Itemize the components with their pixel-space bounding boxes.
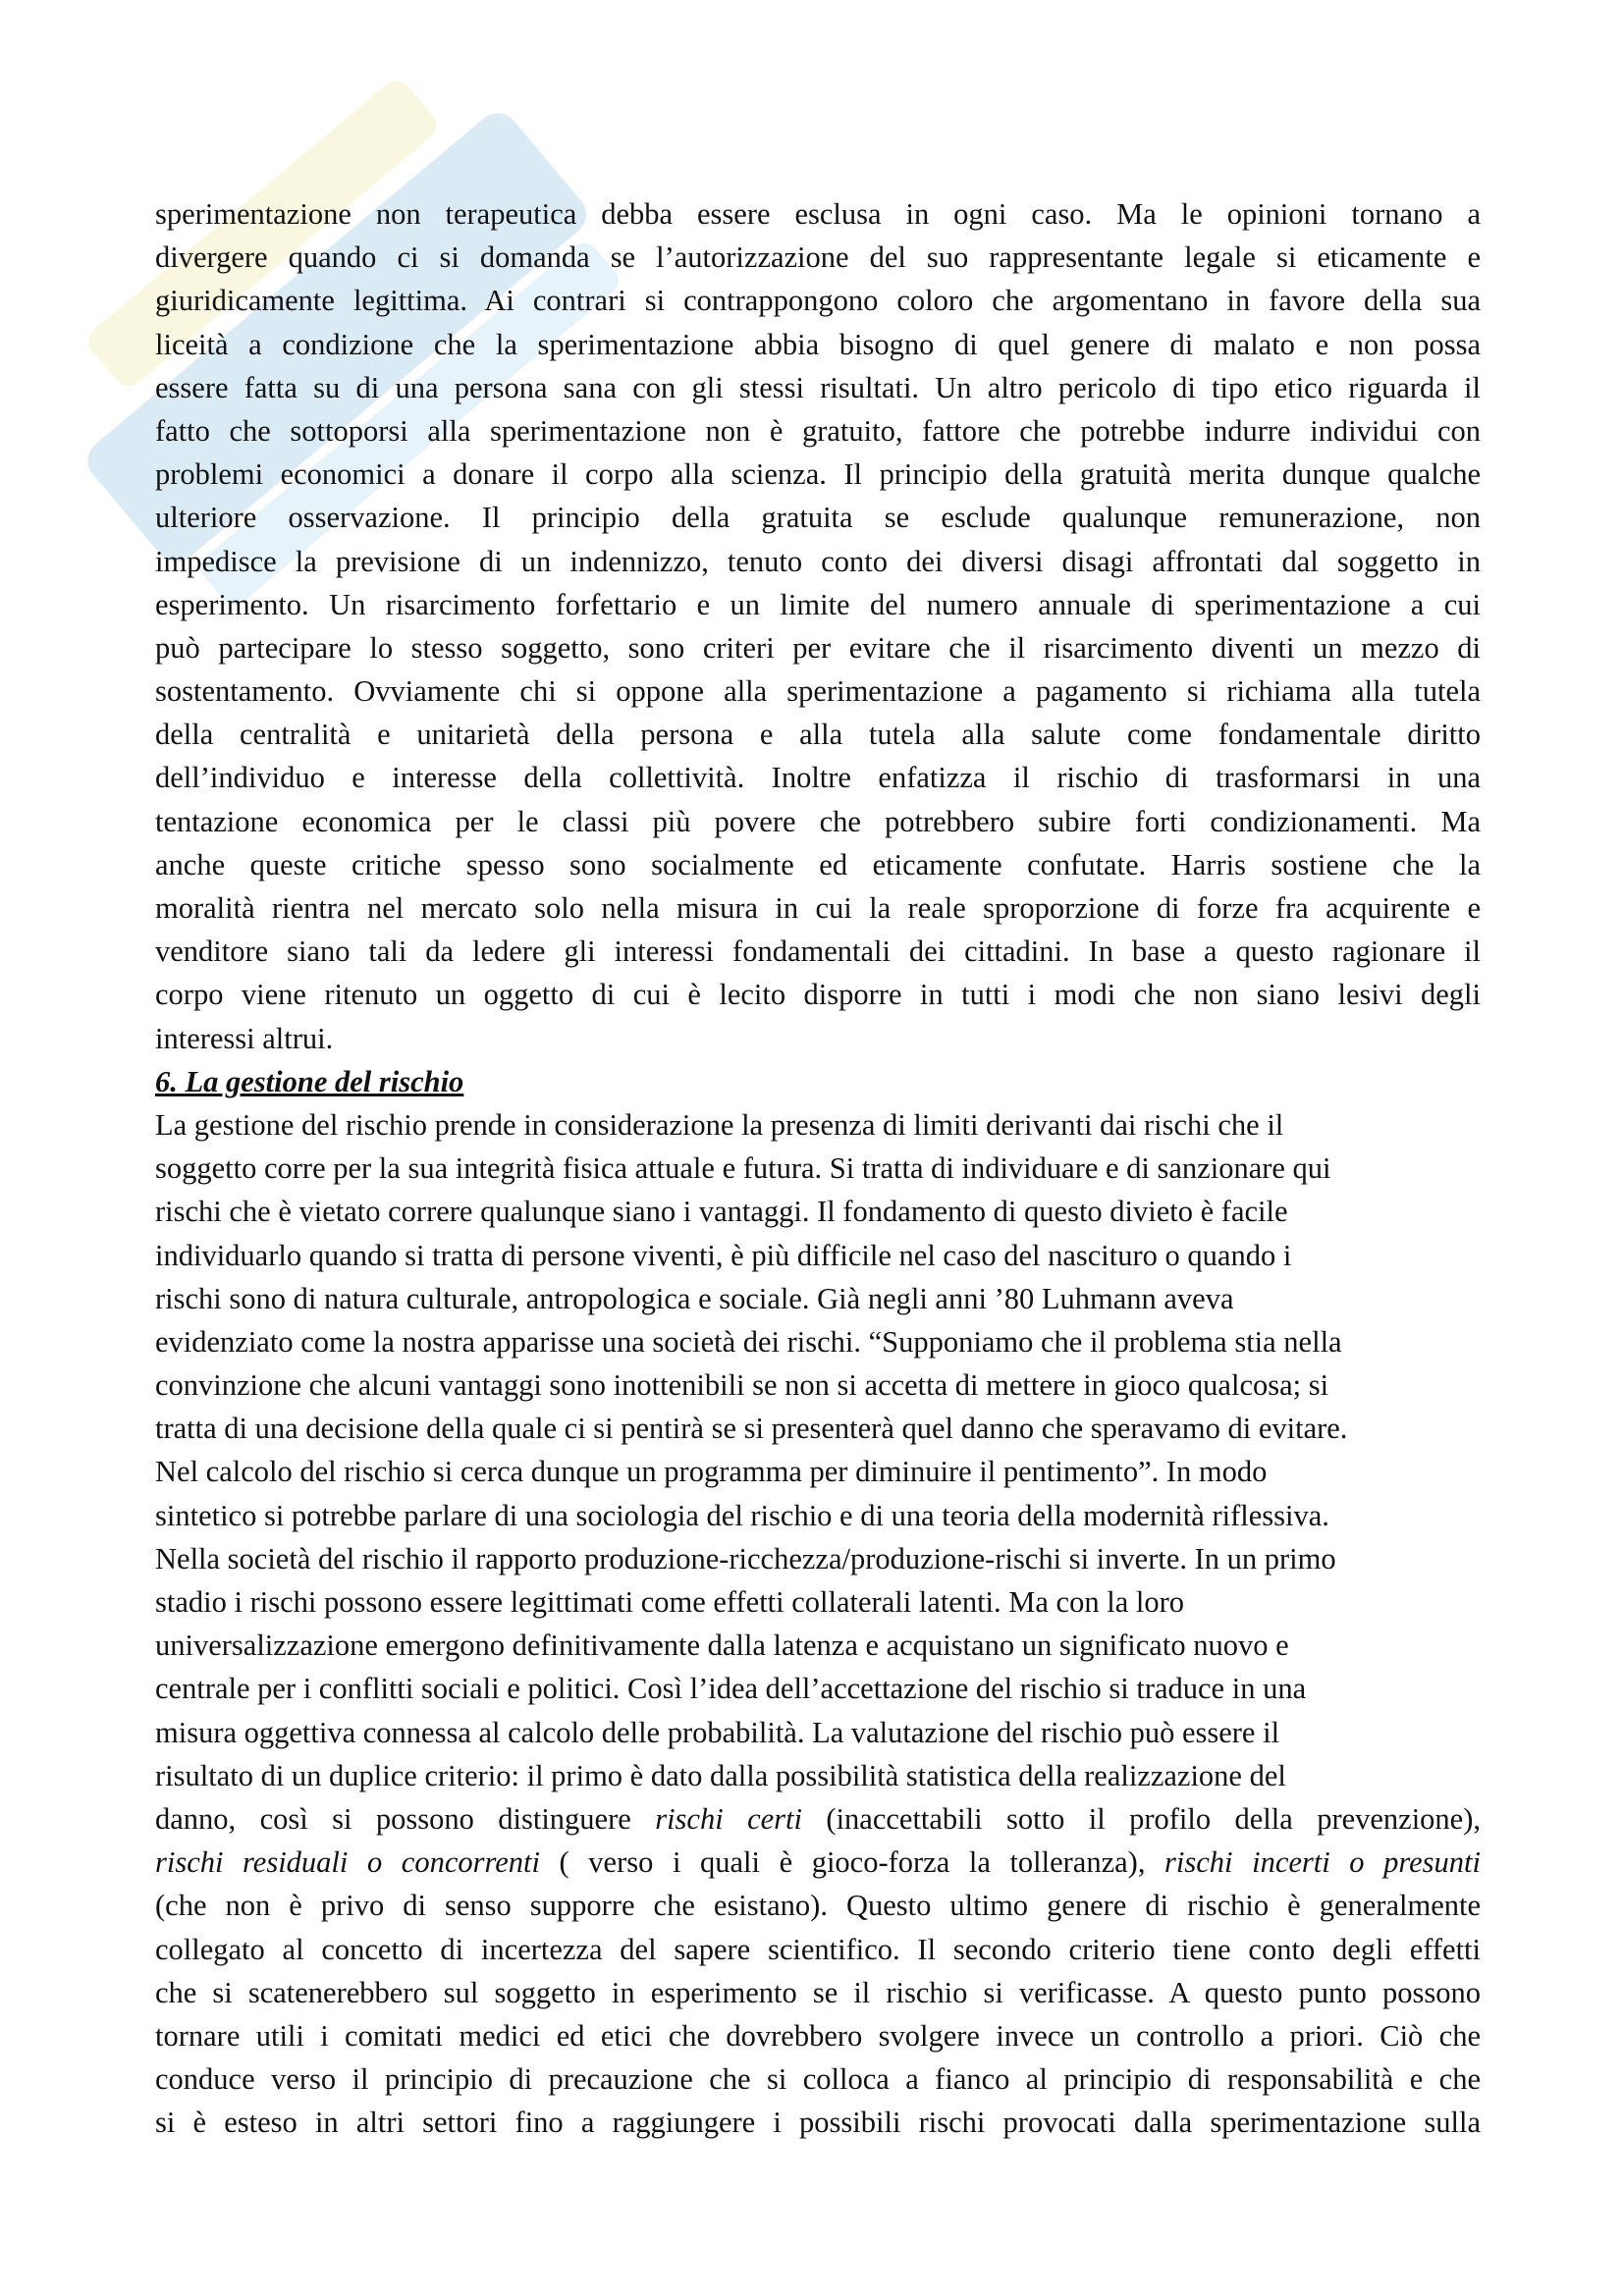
- text-line: anche queste critiche spesso sono socialmente ed eticamente confutate. Harris sostiene che la: [155, 847, 1481, 881]
- text-line: Nel calcolo del rischio si cerca dunque un programma per diminuire il pentimento”. In modo: [155, 1455, 1268, 1489]
- text-line: universalizzazione emergono definitivamente dalla latenza e acquistano un significato nuovo e: [155, 1629, 1289, 1663]
- text-line: della centralità e unitarietà della persona e alla tutela alla salute come fondamentale diritto: [155, 718, 1481, 752]
- text-line: problemi economici a donare il corpo alla scienza. Il principio della gratuità merita dunque qualche: [155, 457, 1481, 492]
- italic-term: rischi residuali o concorrenti: [155, 1845, 540, 1880]
- text-line: venditore siano tali da ledere gli interessi fondamentali dei cittadini. In base a questo ragionare il: [155, 934, 1481, 969]
- text-line: liceità a condizione che la sperimentazione abbia bisogno di quel genere di malato e non possa: [155, 327, 1481, 361]
- text-line: rischi residuali o concorrenti ( verso i quali è gioco-forza la tolleranza), rischi incerti o presunti: [155, 1845, 1481, 1880]
- text-line: (che non è privo di senso supporre che esistano). Questo ultimo genere di rischio è generalmente: [155, 1889, 1481, 1923]
- text-line: risultato di un duplice criterio: il primo è dato dalla possibilità statistica della realizzazione del: [155, 1758, 1286, 1792]
- text-line: impedisce la previsione di un indennizzo, tenuto conto dei diversi disagi affrontati dal soggetto in: [155, 544, 1481, 578]
- text-line: tentazione economica per le classi più povere che potrebbero subire forti condizionamenti. Ma: [155, 804, 1481, 838]
- text-line: centrale per i conflitti sociali e politici. Così l’idea dell’accettazione del rischio si traduce in una: [155, 1672, 1307, 1706]
- text-line: sostentamento. Ovviamente chi si oppone alla sperimentazione a pagamento si richiama alla tutela: [155, 674, 1481, 709]
- text-line: rischi sono di natura culturale, antropologica e sociale. Già negli anni ’80 Luhmann aveva: [155, 1281, 1234, 1315]
- text-line: convinzione che alcuni vantaggi sono inottenibili se non si accetta di mettere in gioco qualcosa; si: [155, 1368, 1329, 1403]
- text-line: Nella società del rischio il rapporto produzione-ricchezza/produzione-rischi si inverte. In un primo: [155, 1541, 1336, 1575]
- text-line: giuridicamente legittima. Ai contrari si contrappongono coloro che argomentano in favore della sua: [155, 284, 1481, 318]
- text-line: divergere quando ci si domanda se l’autorizzazione del suo rappresentante legale si eticamente e: [155, 240, 1481, 275]
- italic-term: rischi certi: [655, 1801, 802, 1836]
- text-line: può partecipare lo stesso soggetto, sono criteri per evitare che il risarcimento diventi un mezzo di: [155, 630, 1481, 665]
- text-line: si è esteso in altri settori fino a raggiungere i possibili rischi provocati dalla sperimentazione sulla: [155, 2106, 1481, 2140]
- text-line: esperimento. Un risarcimento forfettario e un limite del numero annuale di sperimentazione a cui: [155, 587, 1481, 621]
- text-line: che si scatenerebbero sul soggetto in esperimento se il rischio si verificasse. A questo punto possono: [155, 1975, 1481, 2009]
- paragraph-ethics-experimentation: [155, 192, 1481, 1060]
- text-line: conduce verso il principio di precauzione che si colloca a fianco al principio di responsabilità e che: [155, 2062, 1481, 2097]
- text-line: collegato al concetto di incertezza del sapere scientifico. Il secondo criterio tiene conto degli effetti: [155, 1932, 1481, 1966]
- document-body: [155, 192, 1481, 2144]
- text-line: evidenziato come la nostra apparisse una società dei rischi. “Supponiamo che il problema stia nella: [155, 1324, 1342, 1359]
- text-line: moralità rientra nel mercato solo nella misura in cui la reale sproporzione di forze fra acquirente e: [155, 891, 1481, 925]
- text-line: corpo viene ritenuto un oggetto di cui è lecito disporre in tutti i modi che non siano lesivi degli: [155, 978, 1481, 1012]
- italic-term: rischi incerti o presunti: [1164, 1845, 1481, 1880]
- text-line: ulteriore osservazione. Il principio della gratuita se esclude qualunque remunerazione, non: [155, 501, 1481, 535]
- text-line: sintetico si potrebbe parlare di una sociologia del rischio e di una teoria della modernità riflessiva.: [155, 1498, 1329, 1532]
- text-line: stadio i rischi possono essere legittimati come effetti collaterali latenti. Ma con la loro: [155, 1585, 1184, 1619]
- text-line: fatto che sottoporsi alla sperimentazione non è gratuito, fattore che potrebbe indurre individui con: [155, 413, 1481, 448]
- text-line: misura oggettiva connessa al calcolo delle probabilità. La valutazione del rischio può essere il: [155, 1715, 1280, 1749]
- paragraph-risk-management: [155, 1103, 1481, 2145]
- text-line: individuarlo quando si tratta di persone viventi, è più difficile nel caso del nascituro o quando i: [155, 1238, 1292, 1272]
- text-line: rischi che è vietato correre qualunque siano i vantaggi. Il fondamento di questo divieto è facile: [155, 1195, 1288, 1229]
- text-line: essere fatta su di una persona sana con gli stessi risultati. Un altro pericolo di tipo etico riguarda il: [155, 370, 1481, 404]
- text-line: sperimentazione non terapeutica debba essere esclusa in ogni caso. Ma le opinioni tornano a: [155, 197, 1481, 231]
- text-line: interessi altrui.: [155, 1021, 334, 1055]
- text-line: tornare utili i comitati medici ed etici che dovrebbero svolgere invece un controllo a priori. Ciò che: [155, 2018, 1481, 2053]
- text-line: danno, così si possono distinguere rischi certi (inaccettabili sotto il profilo della prevenzione),: [155, 1801, 1482, 1836]
- text-line: dell’individuo e interesse della collettività. Inoltre enfatizza il rischio di trasformarsi in una: [155, 761, 1481, 795]
- text-line: La gestione del rischio prende in considerazione la presenza di limiti derivanti dai rischi che il: [155, 1107, 1284, 1142]
- section-heading: 6. La gestione del rischio: [155, 1064, 464, 1098]
- text-line: tratta di una decisione della quale ci si pentirà se si presenterà quel danno che speravamo di evitare.: [155, 1412, 1348, 1446]
- text-line: soggetto corre per la sua integrità fisica attuale e futura. Si tratta di individuare e di sanzionare qui: [155, 1151, 1331, 1186]
